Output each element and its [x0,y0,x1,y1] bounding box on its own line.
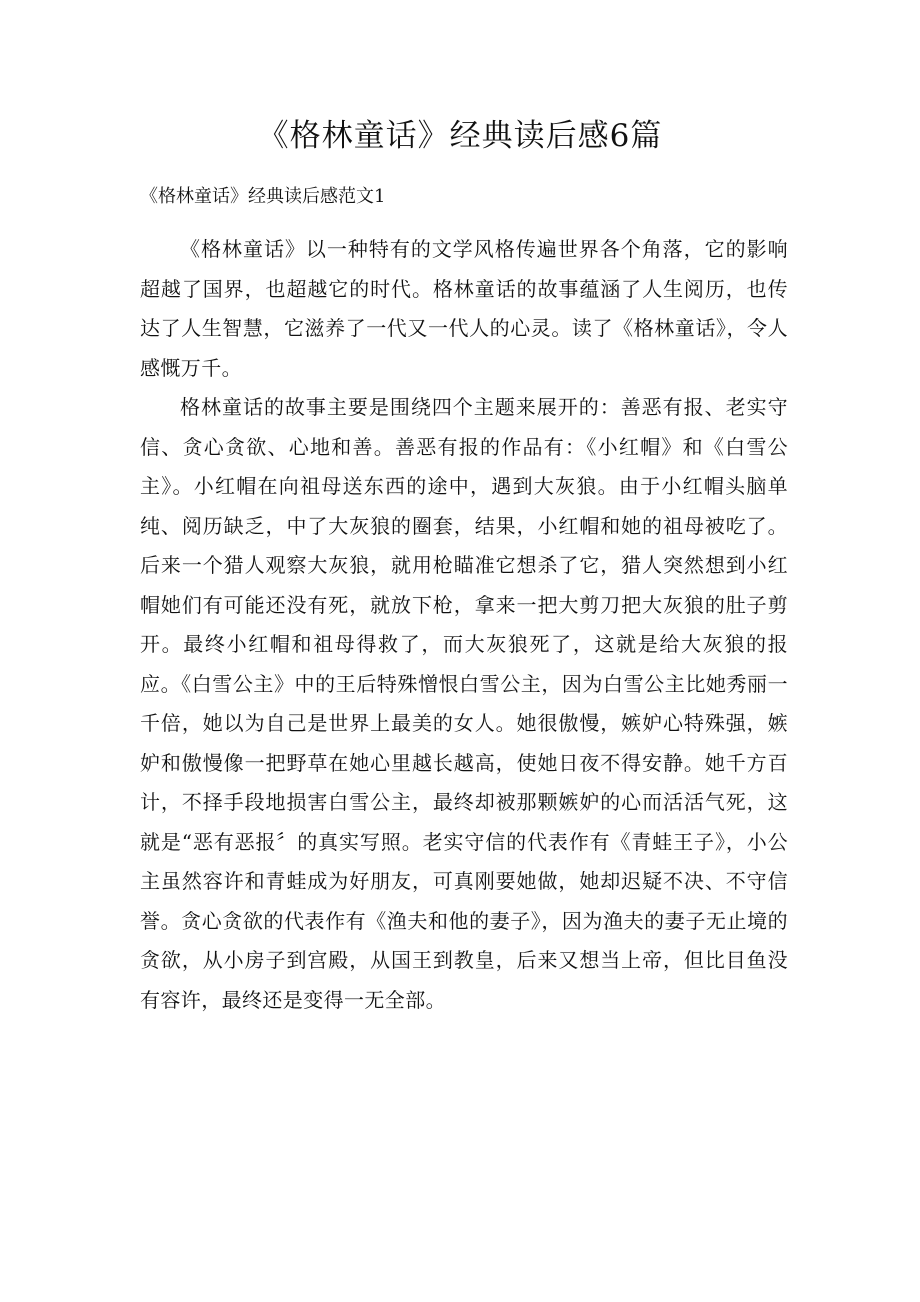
paragraph-2: 格林童话的故事主要是围绕四个主题来展开的：善恶有报、老实守信、贪心贪欲、心地和善。善恶有报的作品有：《小红帽》和《白雪公主》。小红帽在向祖母送东西的途中，遇到大灰狼。由于小红帽头脑单纯、阅历缺乏，中了大灰狼的圈套，结果，小红帽和她的祖母被吃了。后来一个猎人观察大灰狼，就用枪瞄准它想杀了它，猎人突然想到小红帽她们有可能还没有死，就放下枪，拿来一把大剪刀把大灰狼的肚子剪开。最终小红帽和祖母得救了，而大灰狼死了，这就是给大灰狼的报应。《白雪公主》中的王后特殊憎恨白雪公主，因为白雪公主比她秀丽一千倍，她以为自己是世界上最美的女人。她很傲慢，嫉妒心特殊强，嫉妒和傲慢像一把野草在她心里越长越高，使她日夜不得安静。她千方百计，不择手段地损害白雪公主，最终却被那颗嫉妒的心而活活气死，这就是“恶有恶报〞的真实写照。老实守信的代表作有《青蛙王子》，小公主虽然容许和青蛙成为好朋友，可真刚要她做，她却迟疑不决、不守信誉。贪心贪欲的代表作有《渔夫和他的妻子》，因为渔夫的妻子无止境的贪欲，从小房子到宫殿，从国王到教皇，后来又想当上帝，但比目鱼没有容许，最终还是变得一无全部。 [140,395,788,1012]
document-body [140,230,788,1020]
paragraph-1: 《格林童话》以一种特有的文学风格传遍世界各个角落，它的影响超越了国界，也超越它的时代。格林童话的故事蕴涵了人生阅历，也传达了人生智慧，它滋养了一代又一代人的心灵。读了《格林童话》，令人感慨万千。 [140,237,788,380]
document-title: 《格林童话》经典读后感6篇 [257,118,663,154]
section-subtitle: 《格林童话》经典读后感范文1 [140,186,386,207]
